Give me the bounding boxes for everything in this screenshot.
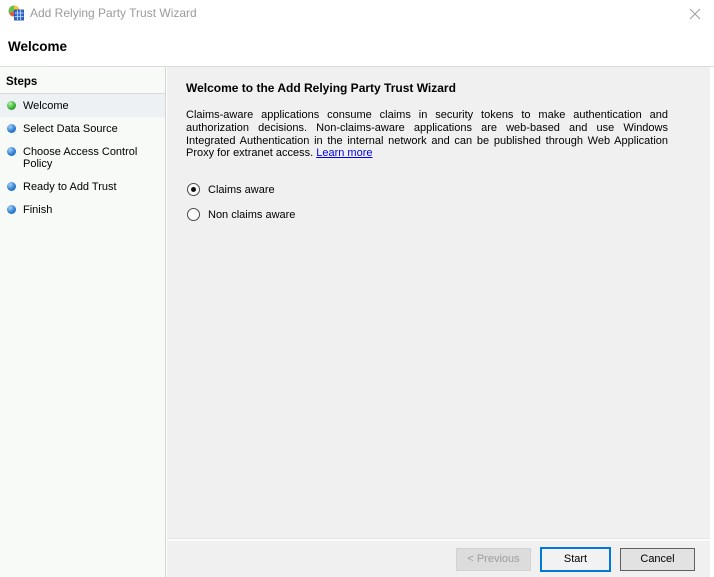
radio-button-icon bbox=[187, 208, 200, 221]
blue-dot-icon bbox=[7, 205, 16, 214]
steps-header: Steps bbox=[6, 76, 38, 88]
close-icon bbox=[687, 10, 703, 25]
sidebar-step-welcome[interactable] bbox=[0, 94, 165, 117]
page-title: Welcome bbox=[8, 39, 68, 54]
radio-label: Claims aware bbox=[208, 183, 275, 196]
description-text bbox=[186, 109, 668, 160]
sidebar-step-choose-access-control-policy[interactable] bbox=[0, 140, 165, 175]
step-label: Welcome bbox=[23, 100, 69, 112]
button-bar bbox=[167, 539, 710, 577]
previous-button[interactable]: < Previous bbox=[456, 548, 531, 571]
step-label: Ready to Add Trust bbox=[23, 181, 117, 193]
window-title: Add Relying Party Trust Wizard bbox=[30, 6, 197, 20]
sidebar-step-select-data-source[interactable] bbox=[0, 117, 165, 140]
green-dot-icon bbox=[7, 101, 16, 110]
sidebar-step-ready-to-add-trust[interactable] bbox=[0, 175, 165, 198]
sidebar-step-finish[interactable] bbox=[0, 198, 165, 221]
step-label: Choose Access Control Policy bbox=[23, 146, 138, 170]
application-type-radio-group bbox=[186, 183, 710, 221]
learn-more-link[interactable]: Learn more bbox=[316, 147, 373, 160]
cancel-button[interactable]: Cancel bbox=[620, 548, 695, 571]
blue-dot-icon bbox=[7, 147, 16, 156]
main-panel bbox=[167, 67, 710, 577]
close-button[interactable] bbox=[684, 3, 706, 25]
titlebar bbox=[0, 0, 714, 28]
radio-label: Non claims aware bbox=[208, 208, 296, 221]
adfs-wizard-icon bbox=[8, 5, 24, 21]
start-button[interactable]: Start bbox=[540, 547, 611, 572]
radio-claims-aware[interactable] bbox=[187, 183, 710, 196]
content-heading: Welcome to the Add Relying Party Trust Wizard bbox=[186, 81, 456, 95]
radio-non-claims-aware[interactable] bbox=[187, 208, 710, 221]
step-label: Select Data Source bbox=[23, 123, 118, 135]
steps-sidebar bbox=[0, 67, 166, 577]
description-body: Claims-aware applications consume claims in security tokens to make authentication and authorization decisions. Non-claims-aware applications are web-based and use Windows Integrated Authentication in the internal network and can be published through Web Application Proxy for extranet access. bbox=[186, 109, 668, 160]
step-label: Finish bbox=[23, 204, 53, 216]
blue-dot-icon bbox=[7, 182, 16, 191]
blue-dot-icon bbox=[7, 124, 16, 133]
welcome-page-content bbox=[167, 67, 710, 221]
radio-button-icon bbox=[187, 183, 200, 196]
